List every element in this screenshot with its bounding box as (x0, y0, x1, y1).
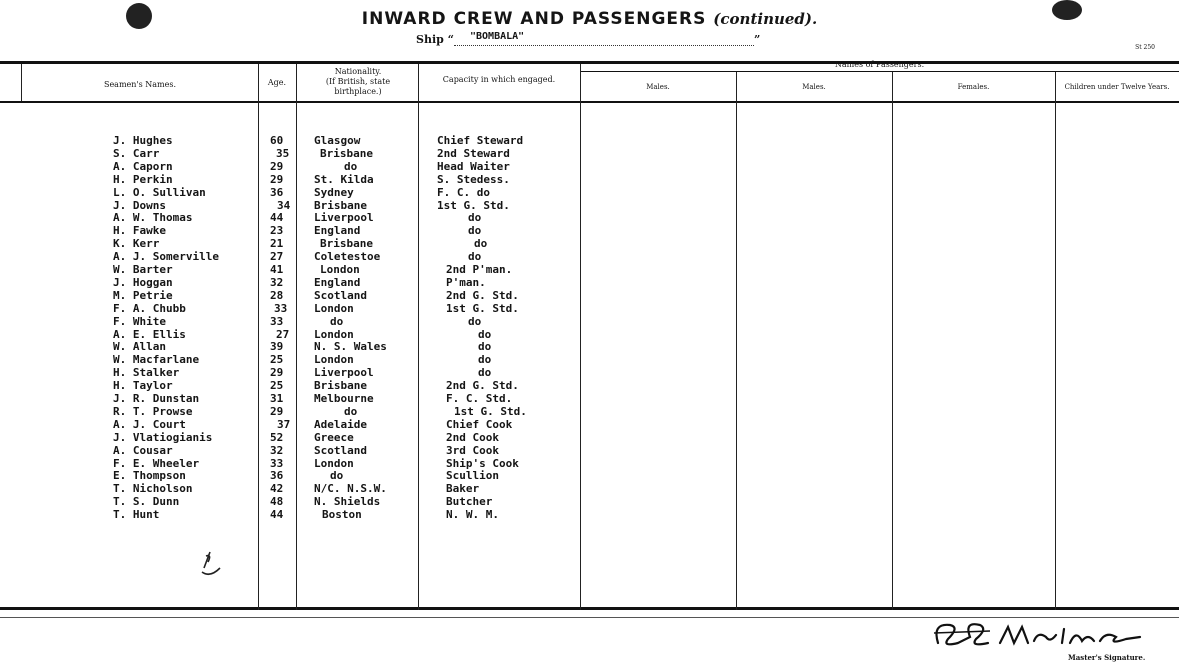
crew-capacity: Chief Cook (446, 417, 513, 431)
crew-name: H. Stalker (113, 366, 180, 380)
crew-age: 21 (270, 237, 284, 251)
crew-name: H. Perkin (113, 172, 173, 186)
header-bottom-rule (0, 101, 1179, 103)
header-females: Females. (957, 83, 990, 91)
crew-row (0, 224, 580, 237)
crew-capacity: do (468, 314, 482, 328)
crew-capacity: do (478, 327, 492, 341)
crew-nationality: Brisbane (320, 237, 373, 251)
crew-age: 27 (276, 327, 290, 341)
crew-row (0, 263, 580, 276)
crew-row (0, 508, 580, 521)
crew-name: T. Nicholson (113, 482, 193, 496)
crew-capacity: do (474, 237, 488, 251)
crew-row (0, 469, 580, 482)
passenger-subheader-rule (580, 71, 1179, 72)
crew-age: 33 (270, 314, 284, 328)
crew-row (0, 431, 580, 444)
crew-row (0, 276, 580, 289)
crew-name: T. S. Dunn (113, 495, 180, 509)
crew-age: 29 (270, 172, 284, 186)
crew-nationality: Scotland (314, 288, 367, 302)
column-divider (1055, 72, 1056, 610)
crew-age: 41 (270, 263, 284, 276)
title-suffix: (continued). (713, 10, 818, 28)
crew-nationality: do (330, 314, 344, 328)
crew-nationality: do (344, 159, 358, 173)
crew-capacity: Head Waiter (437, 159, 510, 173)
crew-row (0, 199, 580, 212)
title-text: INWARD CREW AND PASSENGERS (361, 9, 707, 29)
header-males-2: Males. (802, 83, 826, 91)
crew-row (0, 302, 580, 315)
crew-nationality: Scotland (314, 443, 367, 457)
page-title (0, 9, 1179, 29)
crew-name: J. Vlatiogianis (113, 430, 213, 444)
crew-capacity: 3rd Cook (446, 443, 499, 457)
crew-name: A. E. Ellis (113, 327, 186, 341)
crew-age: 23 (270, 224, 284, 238)
crew-row (0, 160, 580, 173)
crew-capacity: Chief Steward (437, 134, 524, 147)
crew-age: 31 (270, 392, 284, 405)
crew-name: M. Petrie (113, 288, 173, 302)
crew-capacity: do (468, 211, 482, 225)
header-nationality (298, 67, 418, 97)
crew-nationality: London (314, 327, 354, 341)
header-age: Age. (267, 78, 287, 87)
crew-row (0, 186, 580, 199)
crew-name: H. Taylor (113, 379, 173, 393)
crew-nationality: Liverpool (314, 366, 374, 380)
crew-nationality: England (314, 224, 361, 238)
header-nationality-title: Nationality. (334, 67, 382, 76)
crew-name: E. Thompson (113, 469, 186, 483)
crew-row (0, 250, 580, 263)
crew-name: J. Hoggan (113, 275, 173, 289)
table-bottom-rule (0, 607, 1179, 610)
crew-capacity: N. W. M. (446, 508, 499, 522)
crew-capacity: F. C. do (437, 185, 490, 199)
crew-age: 36 (270, 469, 284, 483)
header-children: Children under Twelve Years. (1064, 83, 1170, 91)
crew-row (0, 392, 580, 405)
crew-age: 29 (270, 159, 284, 173)
crew-nationality: Coletestoe (314, 250, 381, 264)
crew-name: F. A. Chubb (113, 301, 186, 315)
ship-name: "BOMBALA" (469, 31, 525, 42)
crew-name: W. Macfarlane (113, 353, 200, 367)
crew-nationality: Sydney (314, 185, 354, 199)
crew-nationality: Liverpool (314, 211, 374, 225)
crew-name: J. Downs (113, 198, 166, 212)
crew-name: T. Hunt (113, 508, 160, 522)
crew-row (0, 289, 580, 302)
crew-nationality: Brisbane (314, 198, 367, 212)
crew-age: 48 (270, 495, 284, 509)
crew-age: 29 (270, 366, 284, 380)
crew-age: 44 (270, 211, 284, 225)
crew-age: 52 (270, 430, 284, 444)
crew-capacity: do (468, 250, 482, 264)
crew-nationality: N/C. N.S.W. (314, 482, 387, 496)
crew-age: 25 (270, 379, 284, 393)
crew-name: A. J. Somerville (113, 250, 219, 264)
header-names: Seamen's Names. (103, 80, 177, 89)
crew-row (0, 418, 580, 431)
crew-name: J. Hughes (113, 134, 173, 147)
crew-age: 42 (270, 482, 284, 496)
crew-name: J. R. Dunstan (113, 392, 200, 405)
crew-row (0, 211, 580, 224)
crew-name: F. E. Wheeler (113, 456, 200, 470)
crew-row (0, 482, 580, 495)
crew-row (0, 366, 580, 379)
crew-age: 44 (270, 508, 284, 522)
crew-name: A. W. Thomas (113, 211, 193, 225)
crew-age: 36 (270, 185, 284, 199)
crew-capacity: 2nd P'man. (446, 263, 513, 276)
crew-nationality: London (320, 263, 360, 276)
crew-capacity: Ship's Cook (446, 456, 519, 470)
crew-name: K. Kerr (113, 237, 160, 251)
crew-age: 60 (270, 134, 284, 147)
crew-nationality: London (314, 353, 354, 367)
crew-name: F. White (113, 314, 166, 328)
crew-age: 37 (277, 417, 291, 431)
crew-capacity: do (478, 353, 492, 367)
master-signature (930, 613, 1150, 653)
crew-age: 25 (270, 353, 284, 367)
crew-row (0, 353, 580, 366)
crew-capacity: 2nd Steward (437, 146, 510, 160)
crew-capacity: 2nd G. Std. (446, 379, 519, 393)
crew-capacity: Baker (446, 482, 480, 496)
crew-capacity: do (478, 366, 492, 380)
crew-name: A. J. Court (113, 417, 186, 431)
crew-nationality: Brisbane (320, 146, 373, 160)
ship-line: Ship “ "BOMBALA" ” (416, 31, 761, 46)
crew-capacity: 1st G. Std. (437, 198, 510, 212)
crew-name: H. Fawke (113, 224, 166, 238)
crew-nationality: England (314, 275, 361, 289)
header-nationality-note: (If British, state birthplace.) (325, 77, 391, 96)
crew-row (0, 134, 580, 147)
crew-age: 33 (274, 301, 288, 315)
crew-row (0, 405, 580, 418)
crew-name: R. T. Prowse (113, 404, 193, 418)
crew-nationality: Adelaide (314, 417, 367, 431)
crew-row (0, 444, 580, 457)
crew-row (0, 173, 580, 186)
crew-name: A. Caporn (113, 159, 173, 173)
crew-nationality: Brisbane (314, 379, 367, 393)
crew-capacity: do (468, 224, 482, 238)
crew-nationality: N. S. Wales (314, 340, 387, 354)
crew-capacity: 2nd G. Std. (446, 288, 519, 302)
crew-name: A. Cousar (113, 443, 173, 457)
crew-row (0, 340, 580, 353)
crew-capacity: Scullion (446, 469, 499, 483)
crew-nationality: Melbourne (314, 392, 374, 405)
crew-age: 32 (270, 443, 284, 457)
crew-capacity: P'man. (446, 275, 486, 289)
crew-nationality: do (344, 404, 358, 418)
crew-nationality: Greece (314, 430, 354, 444)
crew-name: L. O. Sullivan (113, 185, 206, 199)
crew-age: 34 (277, 198, 291, 212)
crew-name: W. Barter (113, 263, 173, 276)
pen-mark (196, 548, 226, 582)
crew-nationality: N. Shields (314, 495, 381, 509)
crew-age: 39 (270, 340, 284, 354)
ship-label: Ship (416, 33, 444, 46)
crew-age: 27 (270, 250, 284, 264)
crew-nationality: St. Kilda (314, 172, 374, 186)
crew-nationality: Boston (322, 508, 362, 522)
crew-nationality: do (330, 469, 344, 483)
crew-age: 28 (270, 288, 284, 302)
crew-nationality: London (314, 301, 354, 315)
form-number: St 250 (1135, 44, 1155, 51)
crew-row (0, 147, 580, 160)
signature-label: Master's Signature. (1068, 653, 1146, 662)
crew-row (0, 328, 580, 341)
crew-row (0, 457, 580, 470)
crew-age: 35 (276, 146, 290, 160)
crew-nationality: London (314, 456, 354, 470)
crew-row (0, 237, 580, 250)
header-males-1: Males. (646, 83, 670, 91)
crew-row (0, 495, 580, 508)
header-capacity: Capacity in which engaged. (442, 75, 556, 84)
column-divider (892, 72, 893, 610)
crew-capacity: 1st G. Std. (446, 301, 519, 315)
crew-capacity: S. Stedess. (437, 172, 510, 186)
header-passengers: Names of Passengers. (834, 60, 925, 69)
crew-nationality: Glasgow (314, 134, 361, 147)
crew-row (0, 379, 580, 392)
column-divider (736, 72, 737, 610)
crew-name: S. Carr (113, 146, 160, 160)
crew-age: 32 (270, 275, 284, 289)
crew-row (0, 315, 580, 328)
crew-capacity: F. C. Std. (446, 392, 513, 405)
crew-capacity: 1st G. Std. (454, 404, 527, 418)
crew-capacity: 2nd Cook (446, 430, 499, 444)
crew-age: 29 (270, 404, 284, 418)
crew-name: W. Allan (113, 340, 166, 354)
crew-capacity: do (478, 340, 492, 354)
column-divider (580, 64, 581, 610)
crew-capacity: Butcher (446, 495, 493, 509)
crew-age: 33 (270, 456, 284, 470)
